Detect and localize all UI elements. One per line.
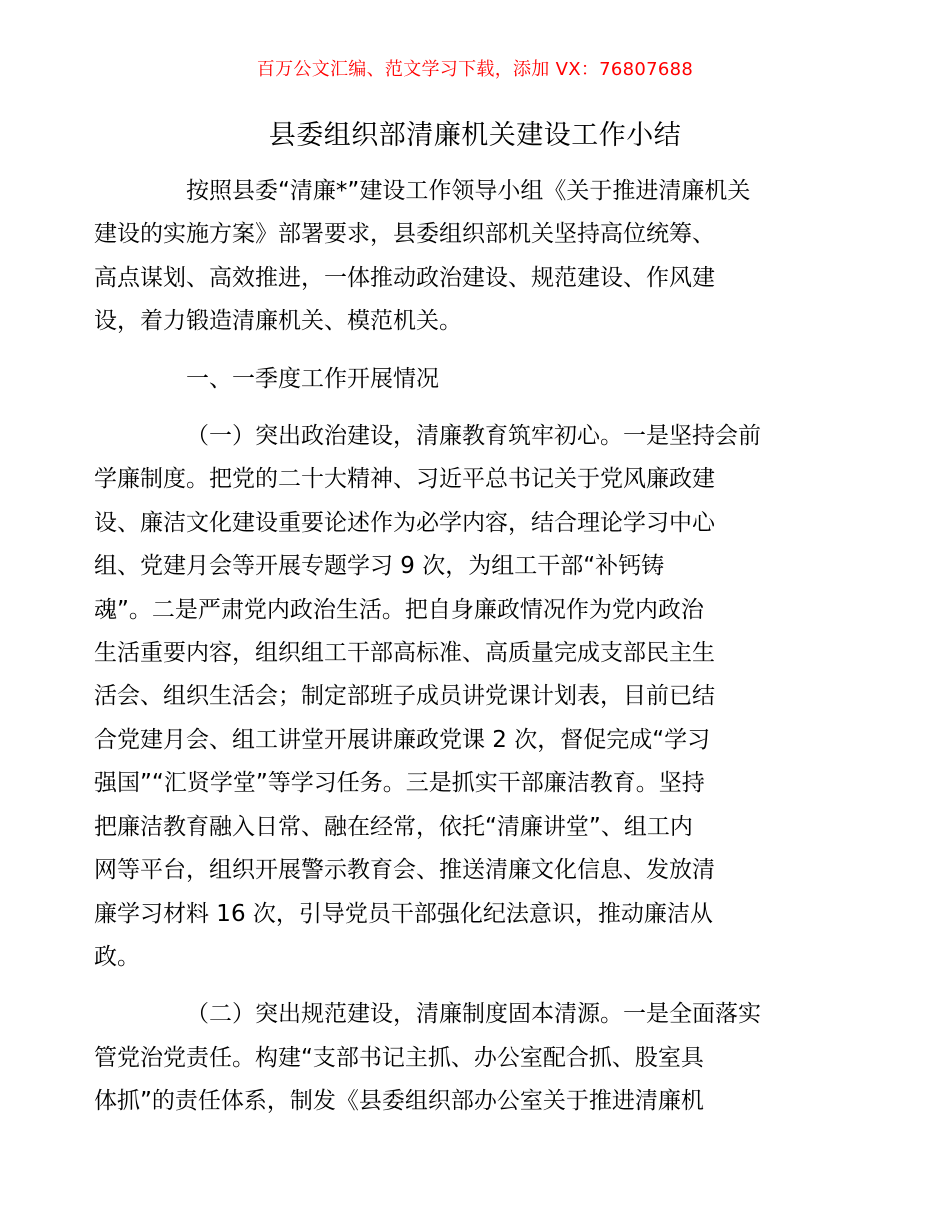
- text-line: （一）突出政治建设，清廉教育筑牢初心。一是坚持会前: [186, 423, 761, 450]
- text-line: 按照县委“清廉*”建设工作领导小组《关于推进清廉机关: [186, 178, 751, 204]
- text-line: 建设的实施方案》部署要求，县委组织部机关坚持高位统筹、: [94, 221, 715, 248]
- document-title: 县委组织部清廉机关建设工作小结: [268, 120, 682, 151]
- document-body: [94, 170, 820, 1138]
- text-line: 一、一季度工作开展情况: [186, 365, 439, 392]
- text-line: 组、党建月会等开展专题学习 9 次，为组工干部“补钙铸: [94, 553, 665, 580]
- text-line: 强国”“汇贤学堂”等学习任务。三是抓实干部廉洁教育。坚持: [94, 770, 705, 797]
- text-line: 高点谋划、高效推进，一体推动政治建设、规范建设、作风建: [94, 264, 715, 291]
- text-line: 活会、组织生活会；制定部班子成员讲党课计划表，目前已结: [94, 683, 715, 710]
- text-line: 管党治党责任。构建“支部书记主抓、办公室配合抓、股室具: [94, 1044, 704, 1071]
- text-line: 合党建月会、组工讲堂开展讲廉政党课 2 次，督促完成“学习: [94, 726, 711, 753]
- subsection-1-paragraph: [94, 415, 820, 979]
- text-line: 魂”。二是严肃党内政治生活。把自身廉政情况作为党内政治: [94, 596, 704, 623]
- text-line: 网等平台，组织开展警示教育会、推送清廉文化信息、发放清: [94, 857, 715, 884]
- text-line: 设，着力锻造清廉机关、模范机关。: [94, 308, 462, 335]
- text-line: 廉学习材料 16 次，引导党员干部强化纪法意识，推动廉洁从: [94, 900, 713, 927]
- text-line: 政。: [94, 943, 140, 970]
- subsection-2-paragraph: [94, 993, 820, 1123]
- text-line: 把廉洁教育融入日常、融在经常，依托“清廉讲堂”、组工内: [94, 813, 693, 840]
- text-line: （二）突出规范建设，清廉制度固本清源。一是全面落实: [186, 1001, 761, 1028]
- watermark-header-note: 百万公文汇编、范文学习下载，添加 VX：76807688: [256, 59, 694, 80]
- section-heading: [140, 358, 820, 401]
- text-line: 体抓”的责任体系，制发《县委组织部办公室关于推进清廉机: [94, 1088, 704, 1115]
- intro-paragraph: [94, 170, 820, 344]
- text-line: 学廉制度。把党的二十大精神、习近平总书记关于党风廉政建: [94, 466, 715, 493]
- text-line: 生活重要内容，组织组工干部高标准、高质量完成支部民主生: [94, 640, 715, 667]
- text-line: 设、廉洁文化建设重要论述作为必学内容，结合理论学习中心: [94, 509, 715, 536]
